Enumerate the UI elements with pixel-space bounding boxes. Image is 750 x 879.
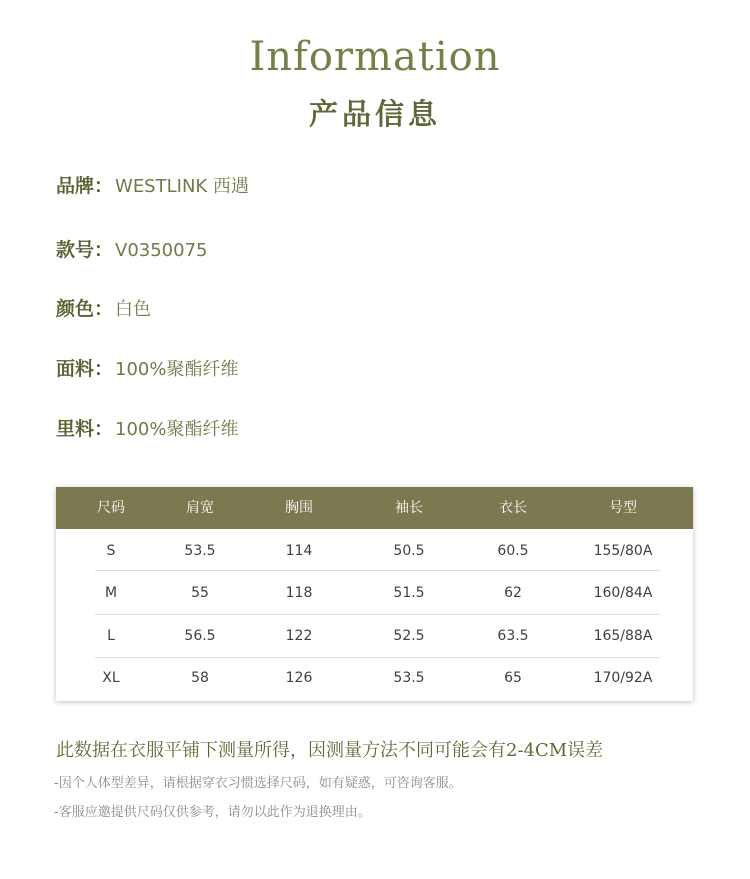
column-header-size: 尺码 — [97, 500, 125, 516]
measurement-note: 此数据在衣服平铺下测量所得，因测量方法不同可能会有2-4CM误差 — [56, 740, 604, 761]
column-header-fit: 号型 — [609, 500, 637, 516]
table-cell: 165/88A — [593, 628, 653, 644]
table-cell: 170/92A — [593, 670, 653, 686]
info-value: 100%聚酯纤维 — [115, 359, 239, 380]
info-row-style-number — [56, 235, 208, 265]
table-cell: 53.5 — [393, 670, 425, 686]
info-label: 品牌： — [56, 175, 114, 197]
table-row — [56, 657, 693, 699]
column-header-chest: 胸围 — [285, 500, 313, 516]
table-cell: 160/84A — [593, 585, 653, 601]
table-cell: 114 — [285, 543, 313, 559]
note-body-type: -因个人体型差异，请根据穿衣习惯选择尺码，如有疑惑，可咨询客服。 — [54, 776, 462, 791]
table-cell: 53.5 — [184, 543, 216, 559]
column-header-shoulder: 肩宽 — [186, 500, 214, 516]
info-value: V0350075 — [115, 240, 208, 261]
table-cell: 65 — [504, 670, 522, 686]
table-row — [56, 530, 693, 572]
table-cell: M — [104, 585, 118, 601]
info-label: 里料： — [56, 418, 114, 440]
info-row-brand — [56, 171, 249, 201]
row-divider — [95, 570, 660, 571]
info-row-fabric — [56, 354, 238, 384]
table-cell: 58 — [191, 670, 209, 686]
info-label: 颜色： — [56, 298, 114, 320]
column-header-sleeve: 袖长 — [395, 500, 423, 516]
table-cell: 122 — [285, 628, 313, 644]
info-value: 白色 — [115, 299, 152, 320]
info-label: 款号： — [56, 239, 114, 261]
title-chinese: 产品信息 — [308, 97, 441, 131]
table-cell: 63.5 — [497, 628, 529, 644]
table-cell: 155/80A — [593, 543, 653, 559]
table-cell: 126 — [285, 670, 313, 686]
column-header-length: 衣长 — [499, 500, 527, 516]
table-cell: 50.5 — [393, 543, 425, 559]
table-cell: L — [107, 628, 115, 644]
info-row-lining — [56, 414, 238, 444]
table-cell: 51.5 — [393, 585, 425, 601]
table-cell: 55 — [191, 585, 209, 601]
title-english: Information — [249, 34, 501, 80]
info-label: 面料： — [56, 358, 114, 380]
table-cell: 62 — [504, 585, 522, 601]
info-row-color — [56, 294, 151, 324]
table-cell: 52.5 — [393, 628, 425, 644]
note-reference-only: -客服应邀提供尺码仅供参考，请勿以此作为退换理由。 — [54, 805, 371, 820]
table-row — [56, 572, 693, 614]
table-cell: XL — [102, 670, 120, 686]
info-value: WESTLINK 西遇 — [115, 176, 249, 197]
info-value: 100%聚酯纤维 — [115, 419, 239, 440]
size-table — [56, 487, 693, 701]
table-row — [56, 615, 693, 657]
table-cell: S — [106, 543, 116, 559]
table-cell: 60.5 — [497, 543, 529, 559]
size-table-header — [56, 487, 693, 529]
table-cell: 56.5 — [184, 628, 216, 644]
table-cell: 118 — [285, 585, 313, 601]
